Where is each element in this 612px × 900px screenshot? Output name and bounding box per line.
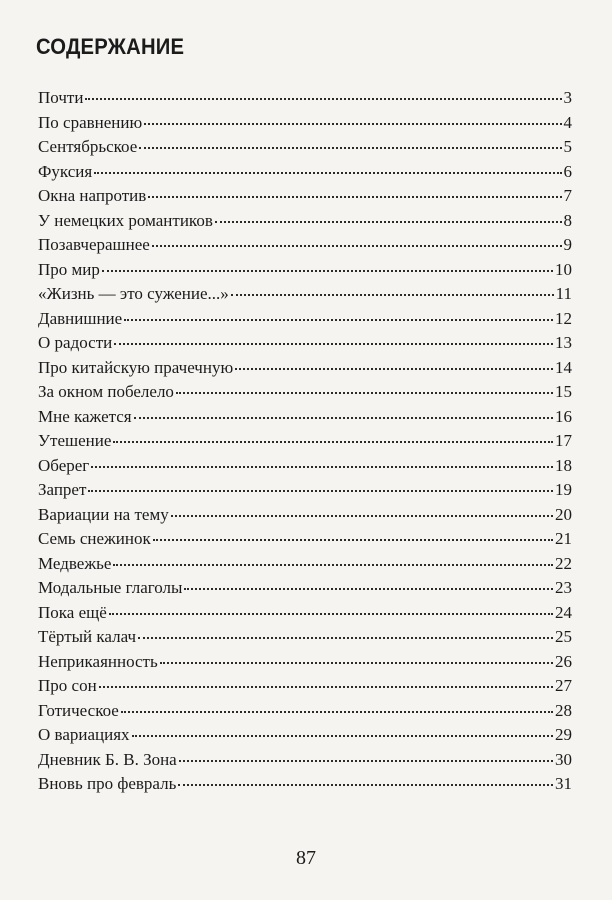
toc-entry [38,258,572,283]
toc-entry [38,331,572,356]
toc-entry-page: 14 [555,357,572,377]
toc-entry-title: Вариации на тему [38,504,169,524]
dot-leader [85,98,561,100]
toc-entry-page: 15 [555,382,572,401]
toc-entry-title: Неприкаянность [38,651,158,671]
dot-leader [231,294,554,296]
toc-entry-page: 20 [555,504,572,524]
toc-entry-title: О радости [38,333,113,352]
toc-entry-page: 28 [555,700,572,720]
toc-entry-title: У немецких романтиков [38,210,213,230]
toc-entry [38,160,572,185]
dot-leader [138,637,553,639]
toc-entry [38,772,572,797]
toc-entry [38,282,572,307]
toc-entry-title: Оберег [38,455,90,475]
page-number: 87 [296,847,316,869]
dot-leader [215,221,562,223]
table-of-contents [38,86,572,797]
toc-entry-title: Давнишние [38,308,123,328]
toc-entry-page: 13 [555,333,572,352]
toc-entry-page: 5 [563,137,572,156]
toc-entry-title: Медвежье [38,553,112,573]
toc-entry-page: 17 [555,431,572,450]
toc-entry-title: Почти [38,88,84,107]
dot-leader [124,319,553,321]
dot-leader [144,123,561,125]
toc-entry-title: Окна напротив [38,186,147,205]
toc-entry [38,478,572,503]
toc-entry-page: 21 [555,529,572,548]
toc-entry-page: 30 [555,749,572,769]
toc-entry-title: О вариациях [38,725,130,744]
toc-entry-title: Дневник Б. В. Зона [38,749,177,769]
dot-leader [113,564,553,566]
toc-entry-title: Утешение [38,431,112,450]
dot-leader [113,441,553,443]
dot-leader [91,466,553,468]
toc-entry [38,601,572,626]
toc-entry-page: 11 [555,284,572,303]
toc-entry-page: 29 [555,725,572,744]
toc-entry [38,625,572,650]
dot-leader [94,172,561,174]
dot-leader [148,196,561,198]
toc-entry [38,454,572,479]
toc-entry [38,233,572,258]
toc-entry [38,674,572,699]
toc-entry-page: 19 [555,480,572,499]
dot-leader [179,760,553,762]
toc-entry [38,527,572,552]
dot-leader [160,662,553,664]
toc-entry [38,209,572,234]
toc-entry-title: Про китайскую прачечную [38,357,234,377]
toc-entry-title: Готическое [38,700,119,720]
toc-entry [38,405,572,430]
toc-entry-page: 26 [555,651,572,671]
toc-entry [38,111,572,136]
toc-entry [38,429,572,454]
dot-leader [152,245,562,247]
toc-entry [38,135,572,160]
toc-entry-title: Пока ещё [38,602,107,622]
toc-entry-title: Про мир [38,259,100,279]
toc-entry [38,307,572,332]
toc-entry-page: 10 [555,259,572,279]
toc-entry [38,576,572,601]
toc-entry-page: 9 [563,235,572,254]
toc-entry [38,86,572,111]
toc-entry [38,503,572,528]
dot-leader [109,613,553,615]
dot-leader [235,368,553,370]
toc-entry-title: Тёртый калач [38,627,136,646]
dot-leader [114,343,553,345]
toc-entry-page: 22 [555,553,572,573]
toc-entry-title: «Жизнь — это сужение...» [38,284,229,303]
toc-entry-page: 12 [555,308,572,328]
toc-entry [38,699,572,724]
toc-entry-page: 3 [563,88,572,107]
dot-leader [99,686,553,688]
toc-entry [38,380,572,405]
toc-entry-title: По сравнению [38,112,143,132]
toc-entry-page: 24 [555,602,572,622]
toc-heading: СОДЕРЖАНИЕ [36,34,185,59]
dot-leader [121,711,553,713]
toc-entry-page: 27 [555,676,572,695]
toc-entry-page: 23 [555,578,572,597]
dot-leader [171,515,553,517]
toc-entry [38,552,572,577]
dot-leader [132,735,553,737]
toc-entry-page: 16 [555,406,572,426]
toc-entry-page: 4 [563,112,572,132]
toc-entry-title: Семь снежинок [38,529,151,548]
toc-entry-title: Мне кажется [38,406,132,426]
toc-entry-page: 18 [555,455,572,475]
dot-leader [102,270,553,272]
toc-entry-page: 25 [555,627,572,646]
dot-leader [88,490,553,492]
dot-leader [139,147,561,149]
toc-entry [38,184,572,209]
toc-entry-title: Вновь про февраль [38,774,177,793]
dot-leader [178,784,553,786]
toc-entry-title: Модальные глаголы [38,578,183,597]
toc-entry-title: Позавчерашнее [38,235,150,254]
toc-entry-page: 31 [555,774,572,793]
dot-leader [134,417,553,419]
dot-leader [184,588,553,590]
toc-entry-title: Запрет [38,480,87,499]
toc-entry [38,748,572,773]
toc-entry [38,650,572,675]
toc-entry-title: За окном побелело [38,382,174,401]
toc-entry-page: 8 [563,210,572,230]
toc-entry-title: Сентябрьское [38,137,138,156]
toc-entry-page: 7 [563,186,572,205]
toc-entry [38,723,572,748]
toc-entry-page: 6 [563,161,572,181]
toc-entry [38,356,572,381]
toc-entry-title: Про сон [38,676,97,695]
toc-entry-title: Фуксия [38,161,93,181]
dot-leader [176,392,553,394]
dot-leader [153,539,553,541]
